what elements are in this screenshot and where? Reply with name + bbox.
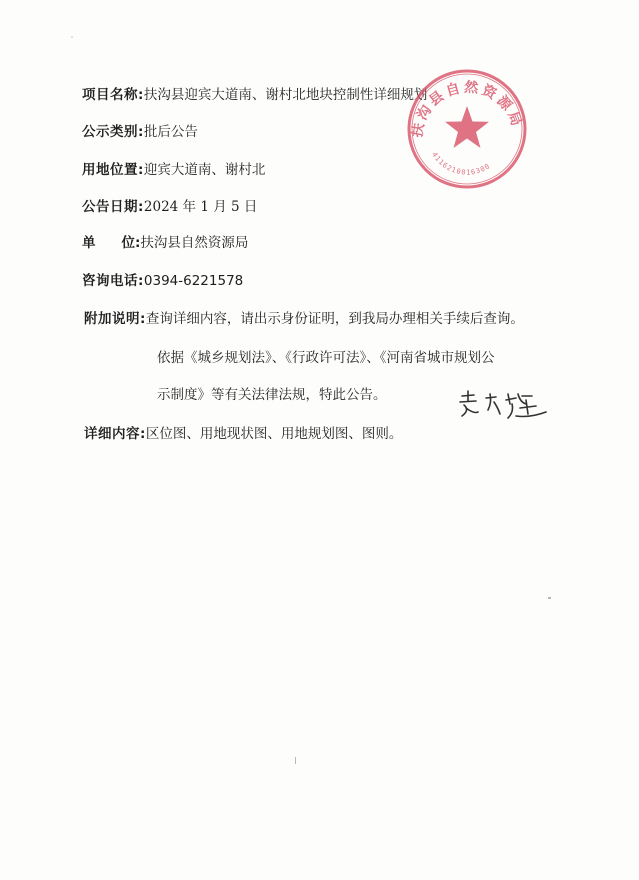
seal-text: 扶沟县自然资源局 [409,79,526,139]
phone-label: 咨询电话: [82,273,144,289]
svg-text:4116210016300 [430,151,492,177]
location-row [82,161,265,179]
detail-value: 区位图、用地现状图、用地规划图、图则。 [145,426,403,442]
handwritten-signature [456,388,552,422]
detail-row [84,425,402,443]
unit-label-first: 单 [82,235,96,251]
category-label: 公示类别: [82,124,144,140]
seal-code: 4116210016300 [430,150,492,177]
category-value: 批后公告 [143,124,198,140]
note-line-3-row [157,386,387,404]
unit-row [82,234,248,252]
date-label: 公告日期: [82,199,144,215]
note-line-2-row [157,349,495,367]
unit-label-second: 位: [121,235,141,251]
scan-speck [295,757,296,764]
phone-row [82,272,243,290]
note-line-1: 查询详细内容，请出示身份证明，到我局办理相关手续后查询。 [145,311,524,327]
phone-value: 0394-6221578 [143,273,244,289]
project-name-label: 项目名称: [82,87,144,103]
location-value: 迎宾大道南、谢村北 [143,162,266,178]
note-row [84,310,524,328]
note-line-2: 依据《城乡规划法》、《行政许可法》、《河南省城市规划公 [157,350,495,366]
category-row [82,123,198,141]
detail-label: 详细内容: [84,426,146,442]
project-name-value: 扶沟县迎宾大道南、谢村北地块控制性详细规划 [143,87,428,103]
official-seal [404,66,530,192]
seal-star-icon [445,106,489,148]
scan-speck [71,36,73,38]
note-line-3: 示制度》等有关法律法规，特此公告。 [157,387,387,403]
note-label: 附加说明: [84,311,146,327]
unit-value: 扶沟县自然资源局 [140,235,249,251]
location-label: 用地位置: [82,162,144,178]
date-row [82,198,257,216]
date-value: 2024 年 1 月 5 日 [143,199,258,215]
project-name-row [82,86,427,104]
scan-speck [548,597,551,599]
